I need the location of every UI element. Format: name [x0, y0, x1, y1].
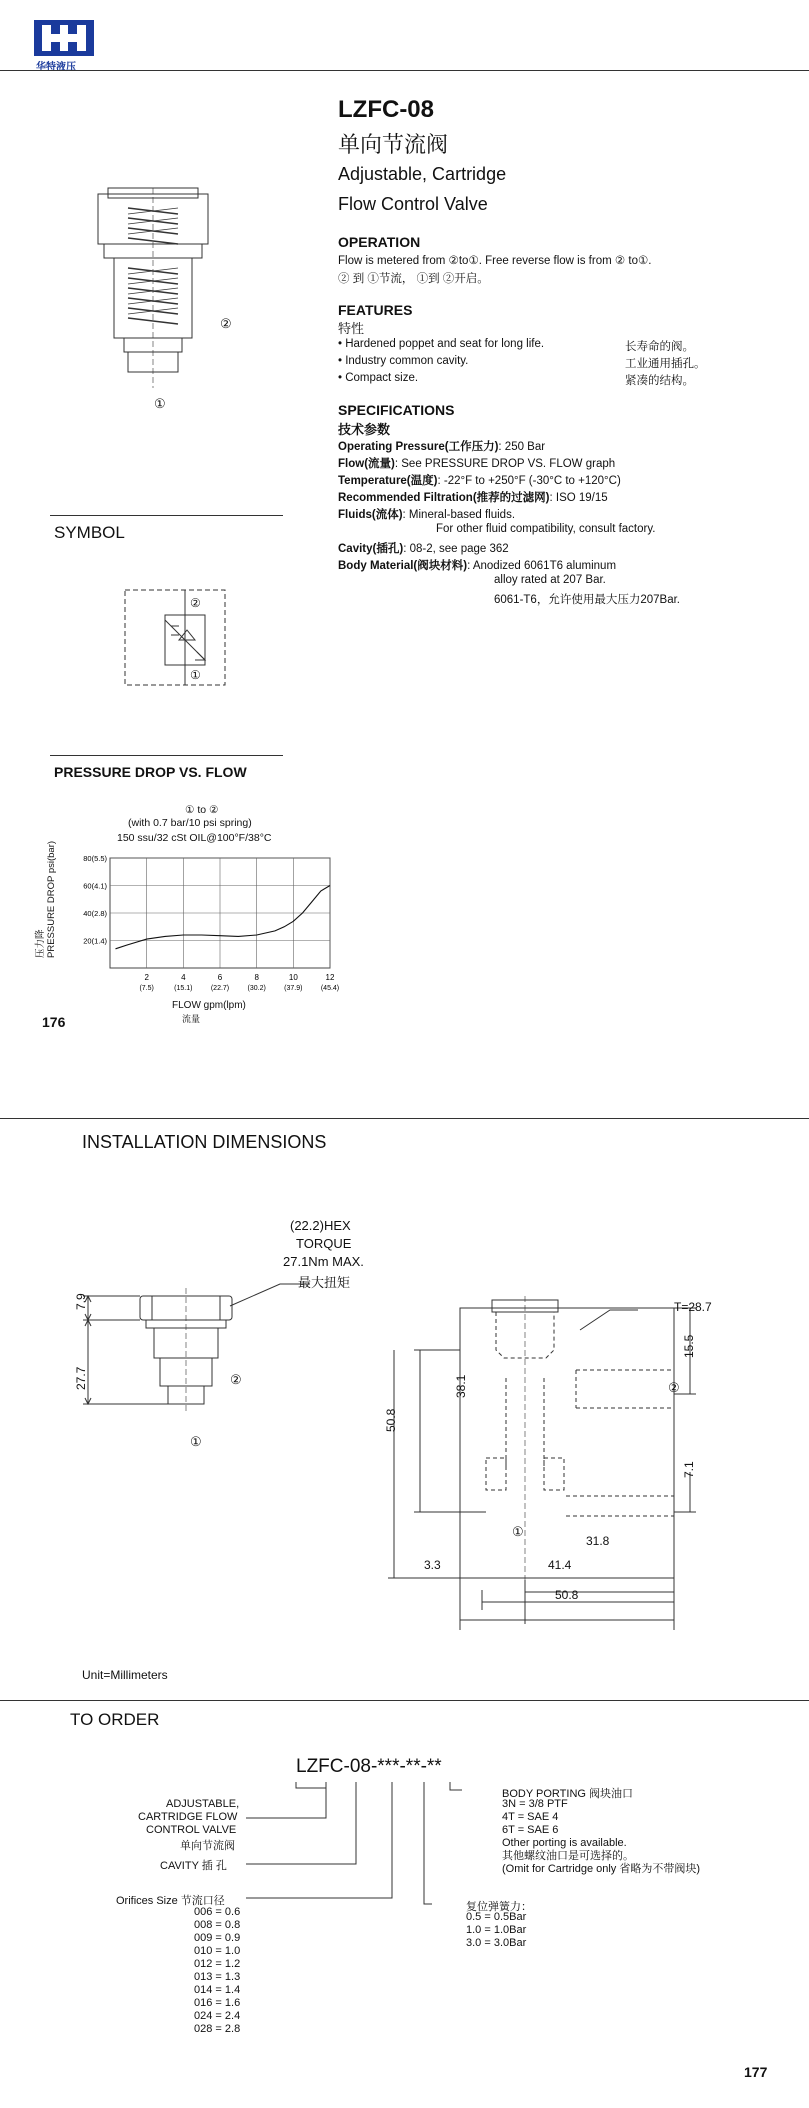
order-other-2: 其他螺纹油口是可选择的。 — [502, 1850, 634, 1862]
dim-7-1: 7.1 — [682, 1461, 696, 1478]
y-tick-label: 40(2.8) — [83, 909, 107, 918]
chart-rule — [50, 755, 283, 756]
x-tick-label: 4 — [181, 973, 186, 982]
model-en-name-2: Flow Control Valve — [338, 194, 488, 214]
symbol-port-2: ② — [190, 596, 201, 610]
cartridge-outline-drawing — [80, 1254, 340, 1424]
specs-title: SPECIFICATIONS — [338, 402, 455, 418]
y-tick-label: 60(4.1) — [83, 881, 107, 891]
order-other-1: Other porting is available. — [502, 1837, 627, 1849]
spec-operating-pressure: Operating Pressure(工作压力): 250 Bar — [338, 441, 546, 453]
order-title: TO ORDER — [70, 1710, 160, 1729]
order-cavity: CAVITY 插 孔 — [160, 1860, 227, 1872]
spec-flow: Flow(流量): See PRESSURE DROP VS. FLOW graph — [338, 458, 616, 470]
install-cartridge-port-2: ② — [230, 1372, 242, 1387]
spec-fluids-2: For other fluid compatibility, consult factory. — [436, 523, 656, 535]
x-tick-label: 2 — [144, 973, 149, 982]
x-tick-sublabel: (37.9) — [284, 985, 303, 992]
operation-line2: ② 到 ①节流， ①到 ②开启。 — [338, 273, 489, 285]
install-torque-cn: 最大扭矩 — [298, 1275, 351, 1290]
x-tick-sublabel: (30.2) — [247, 985, 266, 992]
page-number-right: 177 — [744, 2064, 768, 2080]
feature-item-2-cn: 工业通用插孔。 — [625, 358, 706, 370]
dim-50-8-vertical: 50.8 — [384, 1408, 398, 1432]
feature-item-1-cn: 长寿命的阀。 — [625, 341, 694, 353]
x-tick-sublabel: (15.1) — [174, 985, 193, 992]
install-cartridge-port-1: ① — [190, 1434, 202, 1449]
order-adj-1: ADJUSTABLE, — [166, 1798, 240, 1810]
spec-filtration: Recommended Filtration(推荐的过滤网): ISO 19/15 — [338, 492, 608, 504]
y-tick-label: 80(5.5) — [83, 854, 107, 863]
x-tick-sublabel: (7.5) — [139, 985, 154, 992]
chart-ylabel-en: PRESSURE DROP psi(bar) — [46, 840, 57, 958]
x-tick-label: 10 — [288, 973, 298, 982]
feature-item-3: • Compact size. — [338, 372, 419, 384]
symbol-port-1: ① — [190, 668, 201, 682]
dim-15-5: 15.5 — [682, 1334, 696, 1358]
list-item: 4T = SAE 4 — [502, 1811, 559, 1823]
model-title: LZFC-08 — [338, 96, 434, 123]
features-title: FEATURES — [338, 302, 413, 318]
install-hex: (22.2)HEX — [290, 1218, 351, 1233]
specs-title-cn: 技术参数 — [338, 422, 391, 437]
orifice-list — [194, 1906, 240, 2036]
list-item: 028 = 2.8 — [194, 2023, 241, 2035]
feature-item-1: • Hardened poppet and seat for long life. — [338, 338, 545, 350]
chart-condition-1: ① to ② — [185, 804, 219, 816]
x-tick-sublabel: (45.4) — [320, 985, 340, 992]
spec-temperature: Temperature(温度): -22°F to +250°F (-30°C to +120°C) — [338, 475, 621, 487]
list-item: 006 = 0.6 — [194, 1906, 241, 1918]
spec-cavity: Cavity(插孔): 08-2, see page 362 — [338, 543, 509, 555]
list-item: 024 = 2.4 — [194, 2010, 241, 2022]
x-tick-label: 12 — [325, 973, 335, 982]
spec-fluids: Fluids(流体): Mineral-based fluids. — [338, 509, 516, 521]
cartridge-port-1: ① — [154, 396, 166, 411]
x-tick-sublabel: (22.7) — [210, 985, 230, 992]
order-orifice-label: Orifices Size 节流口径 — [116, 1895, 225, 1907]
list-item: 009 = 0.9 — [194, 1932, 241, 1944]
dim-3-3: 3.3 — [424, 1558, 441, 1572]
dim-50-8-horizontal: 50.8 — [555, 1588, 579, 1602]
operation-title: OPERATION — [338, 234, 421, 250]
model-cn-name: 单向节流阀 — [338, 132, 449, 157]
list-item: 3N = 3/8 PTF — [502, 1798, 568, 1810]
chart-condition-3: 150 ssu/32 cSt OIL@100°F/38°C — [117, 832, 272, 844]
install-title: INSTALLATION DIMENSIONS — [82, 1132, 327, 1152]
cartridge-section-drawing — [98, 188, 218, 398]
install-torque: TORQUE — [296, 1236, 352, 1251]
list-item: 008 = 0.8 — [194, 1919, 241, 1931]
dim-t-28-7: T=28.7 — [674, 1300, 712, 1314]
list-item: 016 = 1.6 — [194, 1997, 241, 2009]
dim-7-9: 7.9 — [74, 1293, 88, 1310]
order-adj-3: CONTROL VALVE — [146, 1824, 237, 1836]
model-en-name-1: Adjustable, Cartridge — [338, 164, 507, 184]
top-rule — [0, 70, 809, 71]
list-item: 012 = 1.2 — [194, 1958, 241, 1970]
chart-section-title: PRESSURE DROP VS. FLOW — [54, 764, 247, 780]
order-body-porting: BODY PORTING 阀块油口 — [502, 1788, 634, 1800]
order-spring-label: 复位弹簧力： — [466, 1901, 532, 1913]
unit-note: Unit=Millimeters — [82, 1668, 168, 1682]
spec-body-material-3: 6061-T6，允许使用最大压力207Bar. — [494, 594, 680, 606]
chart-condition-2: (with 0.7 bar/10 psi spring) — [128, 817, 252, 829]
porting-list — [502, 1798, 700, 1876]
spring-list — [466, 1911, 526, 1950]
list-item: 0.5 = 0.5Bar — [466, 1911, 527, 1923]
install-torque-value: 27.1Nm MAX. — [283, 1254, 364, 1269]
body-port-1: ① — [512, 1524, 524, 1539]
feature-item-2: • Industry common cavity. — [338, 355, 469, 367]
y-tick-label: 20(1.4) — [83, 936, 107, 946]
dim-38-1: 38.1 — [454, 1374, 468, 1398]
order-code: LZFC-08-***-**-** — [296, 1756, 442, 1777]
spec-body-material-2: alloy rated at 207 Bar. — [494, 574, 606, 586]
symbol-rule — [50, 515, 283, 516]
spec-body-material: Body Material(阀块材料): Anodized 6061T6 aluminum — [338, 560, 617, 572]
chart-ylabel-cn: 压力降 — [35, 929, 46, 958]
list-item: 014 = 1.4 — [194, 1984, 241, 1996]
symbol-title: SYMBOL — [54, 523, 125, 542]
features-title-cn: 特性 — [338, 321, 365, 336]
cartridge-port-2: ② — [220, 316, 232, 331]
logo-text: 华特液压 — [36, 62, 76, 73]
dim-27-7: 27.7 — [74, 1366, 88, 1390]
chart-xlabel: FLOW gpm(lpm) — [172, 1000, 246, 1011]
order-adj-cn: 单向节流阀 — [180, 1840, 235, 1852]
order-rule — [0, 1700, 809, 1701]
chart-xlabel-cn: 流量 — [182, 1014, 201, 1024]
order-leader-lines — [246, 1778, 496, 1928]
x-tick-label: 8 — [254, 973, 259, 982]
dim-31-8: 31.8 — [586, 1534, 610, 1548]
operation-line1: Flow is metered from ②to①. Free reverse flow is from ② to①. — [338, 255, 652, 267]
pressure-drop-chart — [45, 848, 365, 998]
list-item: 6T = SAE 6 — [502, 1824, 559, 1836]
dim-41-4: 41.4 — [548, 1558, 572, 1572]
list-item: 013 = 1.3 — [194, 1971, 241, 1983]
order-adj-2: CARTRIDGE FLOW — [138, 1811, 238, 1823]
page-number-left: 176 — [42, 1014, 66, 1030]
logo-mark-icon — [34, 20, 94, 56]
hydraulic-symbol — [125, 590, 235, 690]
logo — [22, 20, 102, 73]
body-port-2: ② — [668, 1380, 680, 1395]
list-item: 3.0 = 3.0Bar — [466, 1937, 527, 1949]
list-item: 1.0 = 1.0Bar — [466, 1924, 527, 1936]
order-other-3: (Omit for Cartridge only 省略为不带阀块) — [502, 1863, 701, 1875]
page-divider — [0, 1118, 809, 1119]
feature-item-3-cn: 紧凑的结构。 — [625, 375, 694, 387]
series-line — [116, 886, 331, 949]
list-item: 010 = 1.0 — [194, 1945, 241, 1957]
x-tick-label: 6 — [217, 973, 223, 982]
